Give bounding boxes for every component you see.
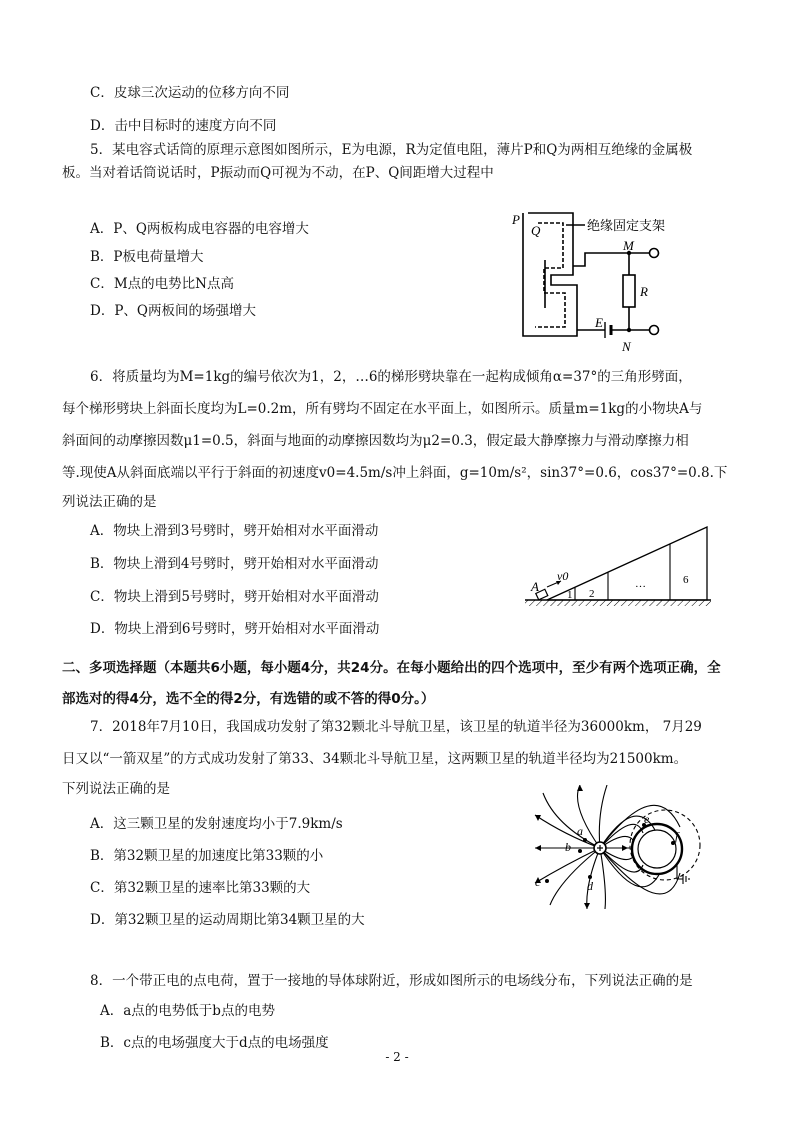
label-N: N [622,339,631,354]
q5-option-c: C．M点的电势比N点高 [90,276,234,292]
q8-option-b: B．c点的电场强度大于d点的电场强度 [100,1035,329,1051]
wedge-blocks-figure [525,525,715,610]
q8-option-a: A．a点的电势低于b点的电势 [100,1003,275,1019]
label-support: 绝缘固定支架 [587,218,666,233]
q7-option-a: A．这三颗卫星的发射速度均小于7.9km/s [90,816,343,832]
q5-stem-line-2: 板。当对着话筒说话时，P振动而Q可视为不动，在P、Q间距增大过程中 [62,165,494,181]
label-P: P [512,212,520,227]
wedge-label-6: 6 [683,574,689,586]
wedge-label-1: 1 [567,589,573,601]
q6-option-c: C．物块上滑到5号劈时，劈开始相对水平面滑动 [90,589,379,605]
label-Q: Q [531,223,541,238]
q7-option-b: B．第32颗卫星的加速度比第33颗的小 [90,848,324,864]
label-d: d [587,879,593,893]
q7-option-c: C．第32颗卫星的速率比第33颗的大 [90,880,311,896]
q5-option-d: D．P、Q两板间的场强增大 [90,303,256,319]
label-A: A [531,579,539,594]
q7-option-d: D．第32颗卫星的运动周期比第34颗卫星的大 [90,912,365,928]
q7-stem-line-3: 下列说法正确的是 [62,781,170,797]
section-2-title-line-1: 二、多项选择题（本题共6小题，每小题4分，共24分。在每小题给出的四个选项中，至少有两个选项正确，全 [62,660,721,676]
q6-option-b: B．物块上滑到4号劈时，劈开始相对水平面滑动 [90,556,379,572]
section-2-title-line-2: 部选对的得4分，选不全的得2分，有选错的或不答的得0分。） [62,691,435,707]
q4-option-d: D．击中目标时的速度方向不同 [90,118,277,134]
q6-option-d: D．物块上滑到6号劈时，劈开始相对水平面滑动 [90,621,380,637]
q6-stem-line-2: 每个梯形劈块上斜面长度均为L=0.2m，所有劈均不固定在水平面上，如图所示。质量m=1kg的小物块A与 [62,401,703,417]
q6-stem-line-3: 斜面间的动摩擦因数μ1=0.5，斜面与地面的动摩擦因数均为μ2=0.3，假定最大静摩擦力与滑动摩擦力相 [62,433,689,449]
label-M: M [623,238,634,253]
q6-option-a: A．物块上滑到3号劈时，劈开始相对水平面滑动 [90,523,379,539]
label-f: f [675,829,679,843]
q5-stem-line-1: 5．某电容式话筒的原理示意图如图所示，E为电源，R为定值电阻，薄片P和Q为两相互绝缘的金属极 [90,142,693,158]
q4-option-c: C．皮球三次运动的位移方向不同 [90,85,290,101]
q7-stem-line-2: 日又以“一箭双星”的方式成功发射了第33、34颗北斗导航卫星，这两颗卫星的轨道半径均为21500km。 [62,751,688,767]
label-E: E [595,315,603,330]
wedge-label-dots: … [635,578,646,590]
label-e: e [644,812,650,826]
q6-stem-line-4: 等.现使A从斜面底端以平行于斜面的初速度v0=4.5m/s冲上斜面，g=10m/s²，sin37°=0.6，cos37°=0.8.下 [62,465,728,481]
q5-option-b: B．P板电荷量增大 [90,249,204,265]
microphone-circuit-figure [505,205,705,355]
q6-stem-line-1: 6．将质量均为M=1kg的编号依次为1，2，…6的梯形劈块靠在一起构成倾角α=37°的三角形劈面， [90,369,692,385]
q6-stem-line-5: 列说法正确的是 [62,494,157,510]
electric-field-figure [525,785,705,910]
q7-stem-line-1: 7．2018年7月10日，我国成功发射了第32颗北斗导航卫星，该卫星的轨道半径为36000km， 7月29 [90,719,702,735]
label-a: a [577,824,583,838]
label-c: c [535,875,541,889]
q5-option-a: A．P、Q两板构成电容器的电容增大 [90,221,309,237]
label-R: R [640,284,648,299]
wedge-label-2: 2 [589,588,595,600]
page-number: - 2 - [385,1050,409,1064]
label-b: b [565,840,571,854]
q8-stem: 8．一个带正电的点电荷，置于一接地的导体球附近，形成如图所示的电场线分布，下列说法正确的是 [90,973,693,989]
label-v0: v0 [557,569,569,583]
